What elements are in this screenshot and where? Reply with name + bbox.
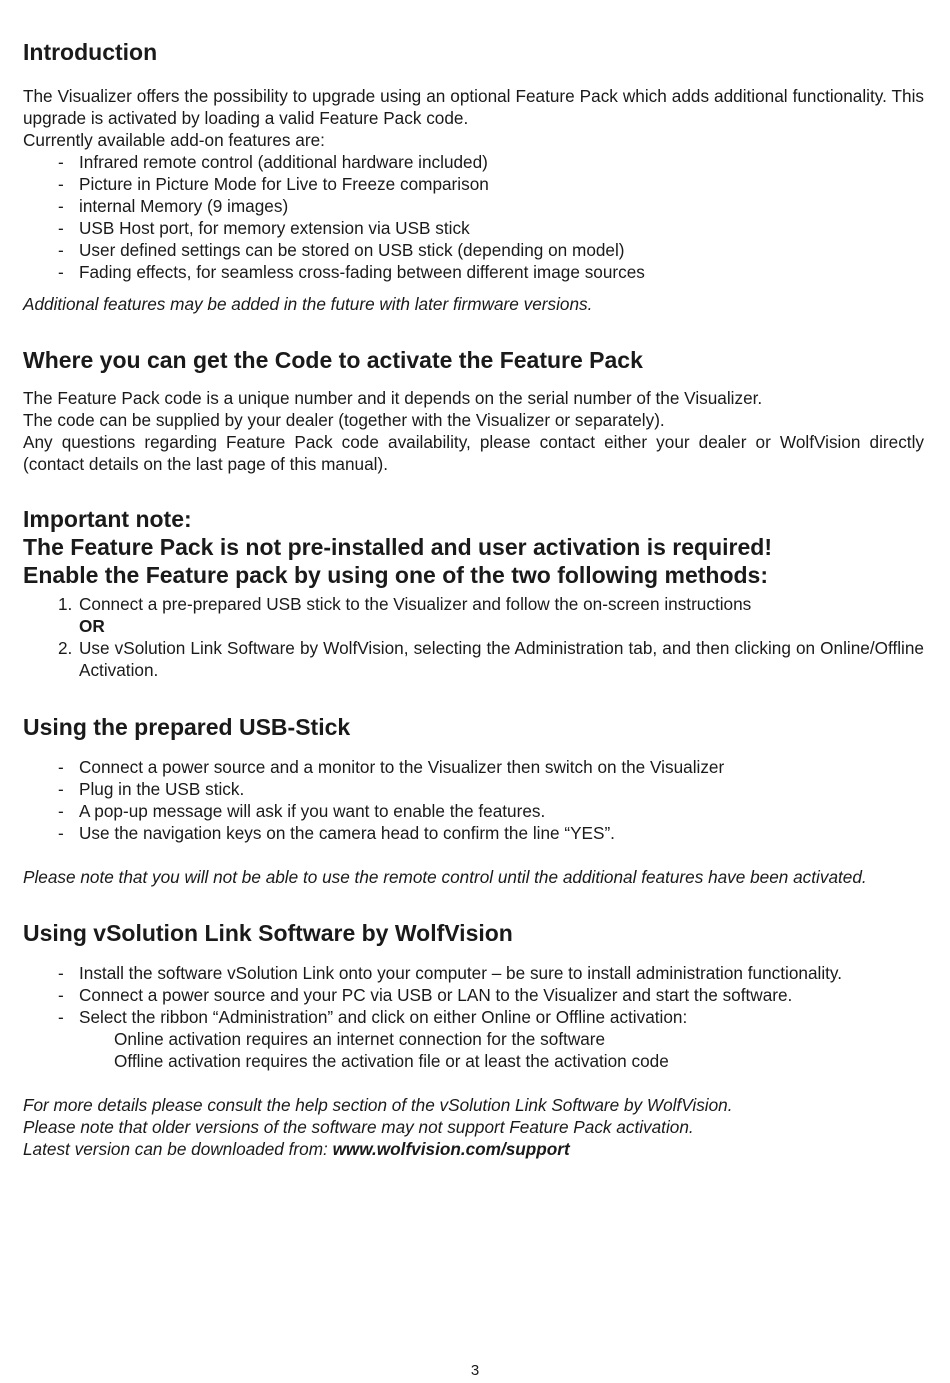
- intro-available-label: Currently available add-on features are:: [23, 130, 325, 150]
- list-item: [23, 778, 924, 800]
- number-marker: 2.: [58, 638, 73, 658]
- step-text: Connect a power source and your PC via USB or LAN to the Visualizer and start the software.: [79, 985, 793, 1005]
- dash-marker: -: [58, 196, 64, 216]
- software-heading: Using vSolution Link Software by WolfVision: [23, 920, 513, 946]
- code-line-2: The code can be supplied by your dealer (together with the Visualizer or separately).: [23, 410, 665, 430]
- or-text: OR: [79, 616, 105, 636]
- feature-text: internal Memory (9 images): [79, 196, 289, 216]
- feature-text: Infrared remote control (additional hardware included): [79, 152, 488, 172]
- dash-marker: -: [58, 779, 64, 799]
- list-item: [23, 239, 924, 261]
- feature-list: [23, 151, 924, 283]
- list-item: [23, 261, 924, 283]
- software-steps: [23, 962, 924, 1028]
- online-activation-note: Online activation requires an internet connection for the software: [114, 1029, 606, 1049]
- step-text: Connect a power source and a monitor to the Visualizer then switch on the Visualizer: [79, 757, 725, 777]
- step-text: Plug in the USB stick.: [79, 779, 245, 799]
- list-item: [23, 637, 924, 681]
- list-item: [23, 151, 924, 173]
- dash-marker: -: [58, 218, 64, 238]
- software-note-1: For more details please consult the help section of the vSolution Link Software by WolfVision.: [23, 1095, 733, 1115]
- step-text: Use the navigation keys on the camera head to confirm the line “YES”.: [79, 823, 615, 843]
- list-item: [23, 195, 924, 217]
- intro-note: Additional features may be added in the future with later firmware versions.: [23, 294, 593, 314]
- code-line-1: The Feature Pack code is a unique number and it depends on the serial number of the Visualizer.: [23, 388, 763, 408]
- list-item: [23, 800, 924, 822]
- dash-marker: -: [58, 174, 64, 194]
- usb-steps: [23, 756, 924, 844]
- software-note-2: Please note that older versions of the software may not support Feature Pack activation.: [23, 1117, 694, 1137]
- dash-marker: -: [58, 801, 64, 821]
- usb-heading: Using the prepared USB-Stick: [23, 714, 351, 740]
- feature-text: User defined settings can be stored on USB stick (depending on model): [79, 240, 625, 260]
- page-number: 3: [470, 1362, 480, 1379]
- method-text: Connect a pre-prepared USB stick to the Visualizer and follow the on-screen instructions: [79, 594, 752, 614]
- intro-paragraph: The Visualizer offers the possibility to upgrade using an optional Feature Pack which adds additional functionality. This upgrade is activated by loading a valid Feature Pack code.: [23, 86, 924, 128]
- important-note: [23, 505, 924, 589]
- feature-text: Fading effects, for seamless cross-fading between different image sources: [79, 262, 645, 282]
- dash-marker: -: [58, 963, 64, 983]
- list-item: [23, 173, 924, 195]
- feature-text: Picture in Picture Mode for Live to Freeze comparison: [79, 174, 489, 194]
- number-marker: 1.: [58, 594, 73, 614]
- important-warning: The Feature Pack is not pre-installed and user activation is required!: [23, 534, 772, 560]
- method-text: Use vSolution Link Software by WolfVision, selecting the Administration tab, and then clicking on Online/Offline Activation.: [79, 638, 924, 680]
- list-item: [23, 593, 924, 615]
- feature-text: USB Host port, for memory extension via USB stick: [79, 218, 470, 238]
- download-label: Latest version can be downloaded from:: [23, 1139, 333, 1159]
- list-item: [23, 756, 924, 778]
- step-text: Install the software vSolution Link onto your computer – be sure to install administration functionality.: [79, 963, 843, 983]
- dash-marker: -: [58, 757, 64, 777]
- step-text: Select the ribbon “Administration” and click on either Online or Offline activation:: [79, 1007, 688, 1027]
- important-methods-intro: Enable the Feature pack by using one of the two following methods:: [23, 562, 768, 588]
- list-item: [23, 984, 924, 1006]
- usb-note: Please note that you will not be able to use the remote control until the additional features have been activated.: [23, 867, 867, 887]
- important-title: Important note:: [23, 506, 192, 532]
- intro-heading: Introduction: [23, 39, 158, 65]
- dash-marker: -: [58, 1007, 64, 1027]
- code-line-3: Any questions regarding Feature Pack code availability, please contact either your dealer or WolfVision directly (contact details on the last page of this manual).: [23, 432, 924, 474]
- dash-marker: -: [58, 262, 64, 282]
- document-page: [23, 37, 924, 1160]
- or-separator: [23, 615, 924, 637]
- step-text: A pop-up message will ask if you want to enable the features.: [79, 801, 546, 821]
- dash-marker: -: [58, 823, 64, 843]
- list-item: [23, 217, 924, 239]
- method-list: [23, 593, 924, 681]
- list-item: [23, 1006, 924, 1028]
- list-item: [23, 962, 924, 984]
- dash-marker: -: [58, 152, 64, 172]
- offline-activation-note: Offline activation requires the activation file or at least the activation code: [114, 1051, 669, 1071]
- software-note-3: [23, 1138, 924, 1160]
- code-heading: Where you can get the Code to activate the Feature Pack: [23, 347, 643, 373]
- list-item: [23, 822, 924, 844]
- support-url: www.wolfvision.com/support: [332, 1139, 570, 1159]
- dash-marker: -: [58, 240, 64, 260]
- dash-marker: -: [58, 985, 64, 1005]
